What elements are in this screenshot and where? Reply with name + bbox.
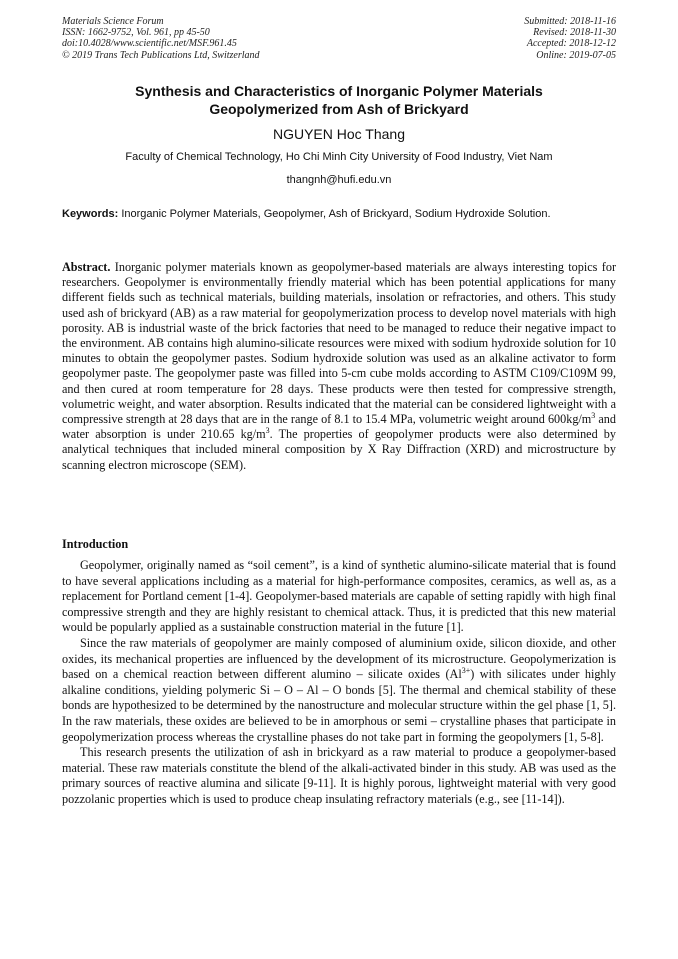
abstract-sup-1: 3: [591, 410, 596, 420]
intro-p2-sup: 3+: [461, 666, 471, 676]
intro-p2-text-b: ) with silicates under highly alkaline conditions, yielding polymeric Si – O – Al – O bonds [5]. The thermal and chemical stability of these bonds are hypothesized to be determined by the nanostructure and molecular structure within the gel phase [1, 5]. In the raw materials, these oxides are believed to be in amorphous or semi – crystalline phases that participate in geopolymerization process whereas the crystalline phases do not take part in forming the geopolymers [1, 5-8].: [62, 667, 616, 744]
title-line-2: Geopolymerized from Ash of Brickyard: [209, 101, 469, 117]
publication-info: [62, 16, 260, 61]
doi[interactable]: doi:10.4028/www.scientific.net/MSF.961.45: [62, 38, 237, 50]
abstract-sup-2: 3: [265, 426, 270, 436]
author-name: NGUYEN Hoc Thang: [272, 126, 405, 142]
intro-paragraph-3: This research presents the utilization of ash in brickyard as a raw material to produce a geopolymer-based material. These raw materials constitute the blend of the alkali-activated binder in this study. AB was used as the primary sources of reactive alumina and silicate [9-11]. It is highly porous, lightweight material with very good pozzolanic properties which is used to produce cheap insulating refractory materials (e.g., see [11-14]).: [62, 745, 616, 806]
intro-paragraph-2: [62, 636, 616, 745]
publication-dates: [524, 16, 616, 61]
abstract-label: Abstract.: [62, 260, 111, 274]
title-line-1: Synthesis and Characteristics of Inorganic Polymer Materials: [135, 83, 543, 99]
accepted-date: Accepted: 2018-12-12: [526, 38, 616, 50]
abstract-text-2: and water absorption is under 210.65 kg/m: [62, 412, 616, 442]
abstract: [62, 260, 616, 473]
abstract-text-3: . The properties of geopolymer products were also determined by analytical techniques that included mineral composition by X Ray Diffraction (XRD) and microstructure by scanning electron microscope (SEM).: [62, 427, 616, 472]
author-affiliation: Faculty of Chemical Technology, Ho Chi Minh City University of Food Industry, Viet Nam: [125, 151, 553, 163]
introduction-heading: Introduction: [62, 537, 129, 551]
introduction-body: [62, 558, 616, 808]
author-email[interactable]: thangnh@hufi.edu.vn: [286, 174, 392, 186]
revised-date: Revised: 2018-11-30: [533, 27, 616, 39]
journal-name: Materials Science Forum: [62, 16, 164, 27]
intro-p2-text-a: Since the raw materials of geopolymer are mainly composed of aluminium oxide, silicon dioxide, and other oxides, its mechanical properties are influenced by the development of its microstructure. Geopolymerization is based on a chemical reaction between different alumino – silicate oxides (Al: [62, 635, 616, 682]
issn: ISSN: 1662-9752, Vol. 961, pp 45-50: [62, 27, 210, 39]
keywords: [62, 207, 616, 222]
copyright: © 2019 Trans Tech Publications Ltd, Switzerland: [62, 49, 260, 61]
online-date: Online: 2019-07-05: [536, 49, 616, 61]
intro-paragraph-1: Geopolymer, originally named as “soil cement”, is a kind of synthetic alumino-silicate material that is found to have several applications including as a material for high-performance composites, ceramics, as well as, as a replacement for Portland cement [1-4]. Geopolymer-based materials are capable of setting rapidly with high final compressive strength and they are highly resistant to chemical attack. Thus, it is predicted that this new material would be popularly applied as a sustainable construction material in the future [1].: [62, 558, 616, 635]
keywords-label: Keywords:: [62, 208, 119, 220]
abstract-text-1: Inorganic polymer materials known as geopolymer-based materials are always interesting topics for researchers. Geopolymer is environmentally friendly material which has been potential applications for many different fields such as technical materials, building materials, insolation or refractories, and others. This study used ash of brickyard (AB) as a raw material for geopolymerization process to develop novel materials with high porosity. AB is industrial waste of the brick factories that need to be managed to reduce their negative impact to the environment. AB contains high alumino-silicate resources were mixed with sodium hydroxide solution for 10 minutes to obtain the geopolymer pastes. Sodium hydroxide solution was used as an alkaline activator to form geopolymer paste. The geopolymer paste was filled into 5-cm cube molds according to ASTM C109/C109M 99, and then cured at room temperature for 28 days. These products were then tested for compressive strength, volumetric weight, and water absorption. Results indicated that the material can be considered lightweight with a compressive strength at 28 days that are in the range of 8.1 to 15.4 MPa, volumetric weight around 600kg/m: [62, 260, 616, 427]
submitted-date: Submitted: 2018-11-16: [524, 16, 616, 27]
keywords-text: Inorganic Polymer Materials, Geopolymer, Ash of Brickyard, Sodium Hydroxide Solution.: [121, 208, 551, 220]
paper-title: [62, 82, 616, 118]
